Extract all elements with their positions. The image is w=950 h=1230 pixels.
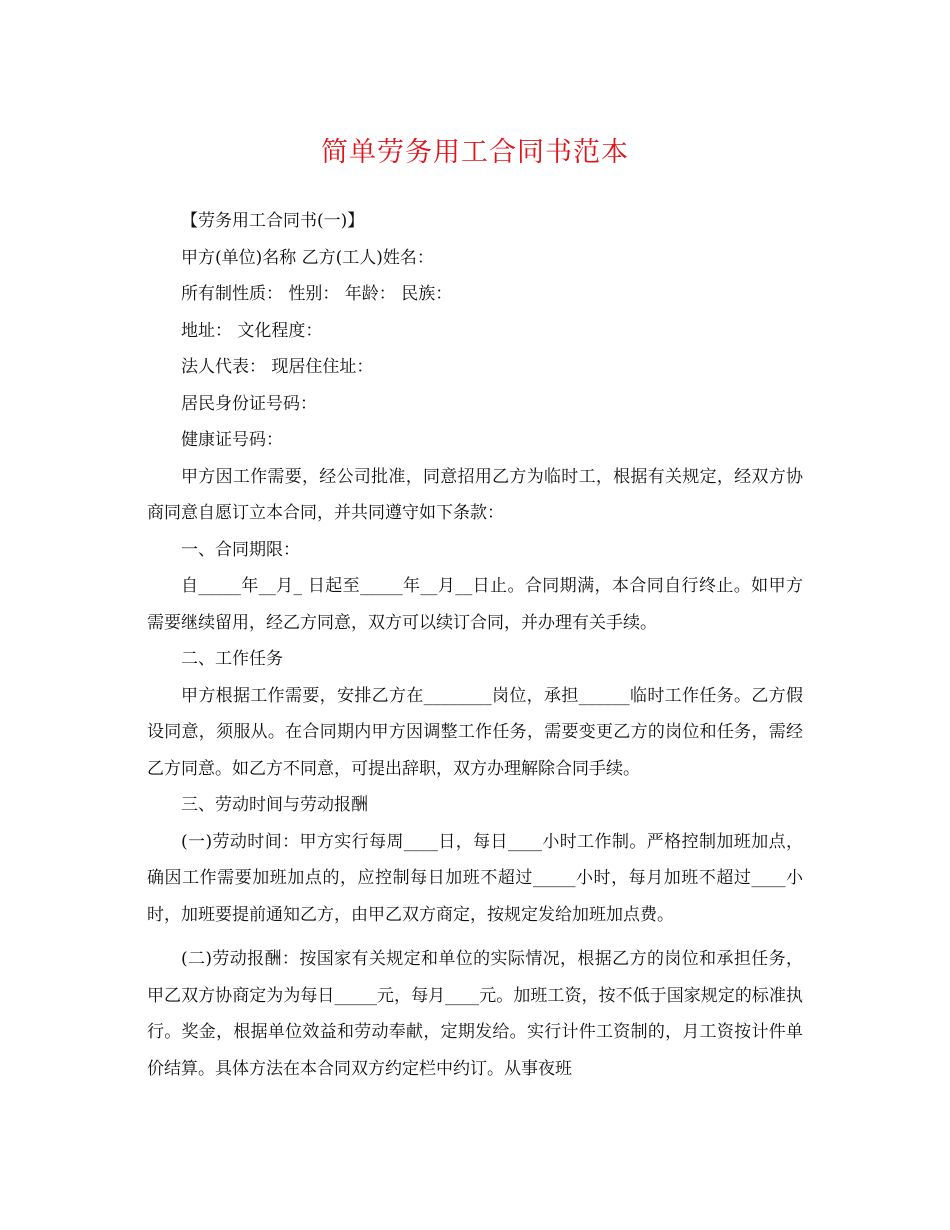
clause-heading-hours-pay: 三、劳动时间与劳动报酬 xyxy=(181,795,368,815)
clause-heading-term: 一、合同期限： xyxy=(181,539,300,560)
section-heading: 【劳务用工合同书(一)】 xyxy=(181,211,365,231)
party-a-name-line: 甲方(单位)名称 乙方(工人)姓名： xyxy=(181,247,434,268)
clause-heading-tasks: 二、工作任务 xyxy=(181,649,283,669)
clause-hours-paragraph: (一)劳动时间：甲方实行每周____日，每日____小时工作制。严格控制加班加点，确因工作需要加班加点的，应控制每日加班不超过_____小时，每月加班不超过____小时，加班要提前通知乙方，由甲乙双方商定，按规定发给加班加点费。 xyxy=(147,831,803,925)
clause-tasks-paragraph: 甲方根据工作需要，安排乙方在________岗位，承担______临时工作任务。乙方假设同意，须服从。在合同期内甲方因调整工作任务，需要变更乙方的岗位和任务，需经乙方同意。如乙方不同意，可提出辞职，双方办理解除合同手续。 xyxy=(147,685,803,779)
document-body xyxy=(147,203,803,1087)
id-number-line: 居民身份证号码： xyxy=(181,393,317,414)
address-line: 地址： 文化程度： xyxy=(181,320,323,341)
clause-term-paragraph: 自_____年__月_ 日起至_____年__月__日止。合同期满，本合同自行终止。如甲方需要继续留用，经乙方同意，双方可以续订合同，并办理有关手续。 xyxy=(147,576,803,633)
legal-rep-line: 法人代表： 现居住住址： xyxy=(181,357,374,377)
health-cert-line: 健康证号码： xyxy=(181,430,283,450)
intro-paragraph: 甲方因工作需要，经公司批准，同意招用乙方为临时工，根据有关规定，经双方协商同意自愿订立本合同，并共同遵守如下条款： xyxy=(147,466,803,523)
clause-pay-paragraph: (二)劳动报酬：按国家有关规定和单位的实际情况，根据乙方的岗位和承担任务，甲乙双方协商定为为每日_____元，每月____元。加班工资，按不低于国家规定的标准执行。奖金，根据单位效益和劳动奉献，定期发给。实行计件工资制的，月工资按计件单价结算。具体方法在本合同双方约定栏中约订。从事夜班 xyxy=(147,949,803,1079)
document-title: 简单劳务用工合同书范本 xyxy=(321,137,629,168)
ownership-line: 所有制性质： 性别： 年龄： 民族： xyxy=(181,284,453,304)
